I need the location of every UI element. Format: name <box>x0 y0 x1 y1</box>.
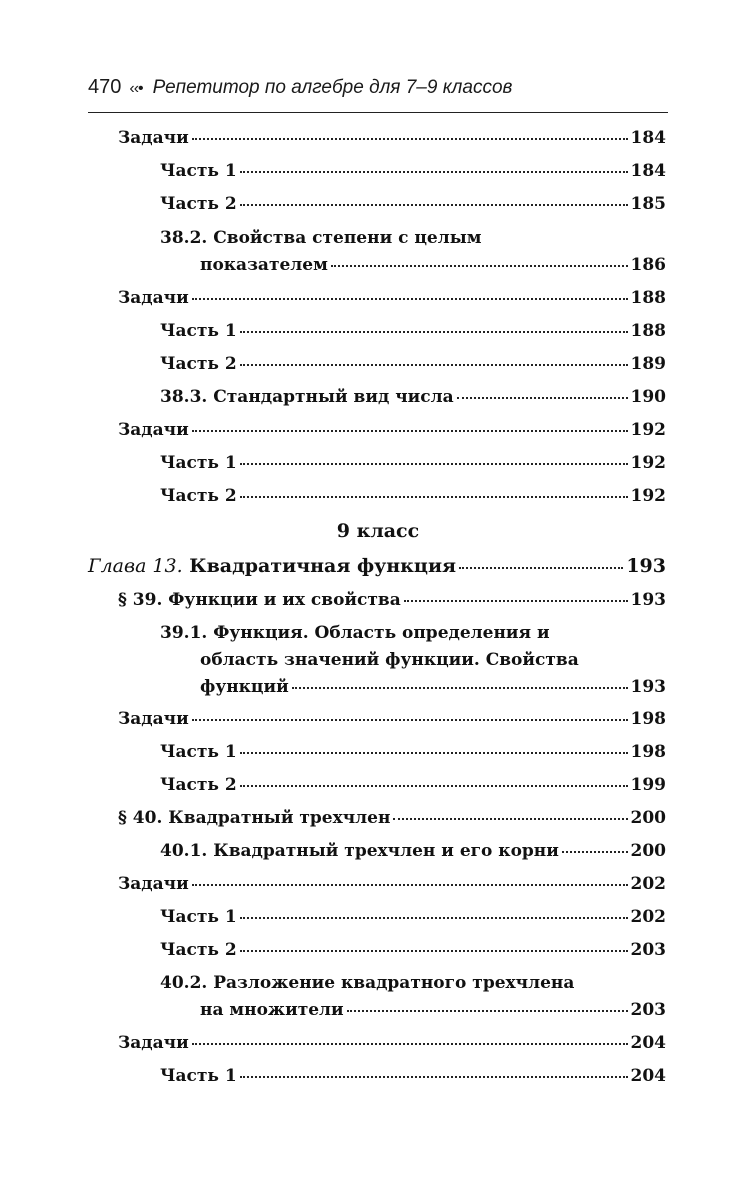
toc-entry-label: на множители <box>200 1000 344 1020</box>
toc-entry-label: показателем <box>200 255 328 275</box>
toc-entry-page: 202 <box>630 907 666 927</box>
toc-entry <box>160 775 666 795</box>
toc-entry-label: Задачи <box>118 709 189 729</box>
dot-leader <box>240 913 628 919</box>
dot-leader <box>459 563 623 569</box>
toc-entry-page: 192 <box>630 453 666 473</box>
toc-entry-page: 198 <box>630 709 666 729</box>
dot-leader <box>457 393 628 399</box>
toc-entry-page: 203 <box>630 1000 666 1020</box>
toc-entry-page: 199 <box>630 775 666 795</box>
toc-entry-page: 188 <box>630 288 666 308</box>
dot-leader <box>331 261 628 267</box>
toc-entry <box>118 1033 666 1053</box>
toc-entry <box>160 321 666 341</box>
toc-entry <box>160 907 666 927</box>
toc-entry-label: Часть 1 <box>160 907 237 927</box>
toc-entry-label: Часть 1 <box>160 1066 237 1086</box>
grade-heading: 9 класс <box>336 520 420 542</box>
dot-leader <box>240 946 628 952</box>
toc-entry <box>200 1000 666 1020</box>
toc-entry <box>118 590 666 610</box>
toc-entry-label: Часть 1 <box>160 321 237 341</box>
toc-entry-label: функций <box>200 677 289 697</box>
toc-entry <box>160 1066 666 1086</box>
toc-entry-label: Часть 2 <box>160 486 237 506</box>
toc-entry <box>160 453 666 473</box>
page-number: 470 <box>88 76 122 98</box>
toc-entry-page: 184 <box>630 128 666 148</box>
chapter-label <box>88 556 456 576</box>
toc-entry <box>160 387 666 407</box>
dot-leader <box>240 459 628 465</box>
book-title: Репетитор по алгебре для 7–9 классов <box>152 77 513 98</box>
toc-entry-label: Часть 2 <box>160 940 237 960</box>
toc-entry-label: § 39. Функции и их свойства <box>118 590 401 610</box>
toc-entry <box>160 194 666 214</box>
toc-entry <box>200 255 666 275</box>
dot-leader <box>240 167 628 173</box>
toc-entry-page: 185 <box>630 194 666 214</box>
dot-leader <box>292 683 628 689</box>
toc-entry <box>160 841 666 861</box>
toc-entry <box>160 742 666 762</box>
toc-entry-label: Задачи <box>118 1033 189 1053</box>
toc-entry-page: 186 <box>630 255 666 275</box>
toc-entry-label: Часть 2 <box>160 194 237 214</box>
toc-entry-page: 204 <box>630 1066 666 1086</box>
toc-entry-label: Часть 1 <box>160 742 237 762</box>
toc-entry-page: 204 <box>630 1033 666 1053</box>
toc-entry-page: 189 <box>630 354 666 374</box>
toc-entry <box>118 874 666 894</box>
toc-entry-label: Задачи <box>118 874 189 894</box>
toc-entry <box>118 288 666 308</box>
toc-entry-page: 193 <box>630 590 666 610</box>
toc-entry-label: Часть 2 <box>160 354 237 374</box>
toc-entry-page: 200 <box>630 808 666 828</box>
toc-entry-page: 202 <box>630 874 666 894</box>
toc-entry <box>200 677 666 697</box>
toc-entry-page: 184 <box>630 161 666 181</box>
toc-entry <box>118 709 666 729</box>
dot-leader <box>240 360 628 366</box>
toc-entry-page: 188 <box>630 321 666 341</box>
chapter-title: Квадратичная функция <box>189 555 457 577</box>
toc-entry-label: 40.1. Квадратный трехчлен и его корни <box>160 841 559 861</box>
toc-entry-line: 38.2. Свойства степени с целым <box>160 228 482 248</box>
toc-entry-label: Задачи <box>118 128 189 148</box>
toc-entry <box>160 940 666 960</box>
dot-leader <box>192 715 628 721</box>
dot-leader <box>240 781 628 787</box>
dot-leader <box>192 880 628 886</box>
dot-leader <box>240 327 628 333</box>
toc-entry-page: 190 <box>630 387 666 407</box>
dot-leader <box>347 1006 628 1012</box>
chapter-entry <box>88 556 666 576</box>
dot-leader <box>240 200 628 206</box>
dot-leader <box>240 748 628 754</box>
toc-entry <box>160 161 666 181</box>
toc-entry-page: 200 <box>630 841 666 861</box>
toc-entry-page: 192 <box>630 486 666 506</box>
dot-leader <box>240 492 628 498</box>
toc-entry-line: область значений функции. Свойства <box>200 650 579 670</box>
toc-entry-label: § 40. Квадратный трехчлен <box>118 808 391 828</box>
chapter-prefix: Глава 13. <box>88 555 183 577</box>
toc-entry <box>160 486 666 506</box>
toc-entry <box>160 354 666 374</box>
dot-leader <box>240 1072 628 1078</box>
toc-entry-label: Часть 2 <box>160 775 237 795</box>
dot-leader <box>562 847 628 853</box>
dot-leader <box>404 596 628 602</box>
toc-entry-page: 193 <box>630 677 666 697</box>
toc-entry-page: 193 <box>626 555 666 577</box>
toc-entry-label: Часть 1 <box>160 161 237 181</box>
toc-entry <box>118 128 666 148</box>
toc-entry-label: Задачи <box>118 420 189 440</box>
toc-entry-line: 39.1. Функция. Область определения и <box>160 623 550 643</box>
dot-leader <box>393 814 627 820</box>
dot-leader <box>192 294 628 300</box>
toc-entry-line: 40.2. Разложение квадратного трехчлена <box>160 973 575 993</box>
toc-entry-label: Задачи <box>118 288 189 308</box>
dot-leader <box>192 1039 628 1045</box>
toc-entry-page: 203 <box>630 940 666 960</box>
toc-entry <box>118 808 666 828</box>
dot-leader <box>192 134 628 140</box>
dot-leader <box>192 426 628 432</box>
ornament: ‹‹• <box>129 80 143 97</box>
toc-entry-page: 198 <box>630 742 666 762</box>
toc-entry-label: Часть 1 <box>160 453 237 473</box>
toc-entry <box>118 420 666 440</box>
toc-entry-page: 192 <box>630 420 666 440</box>
toc-entry-label: 38.3. Стандартный вид числа <box>160 387 454 407</box>
